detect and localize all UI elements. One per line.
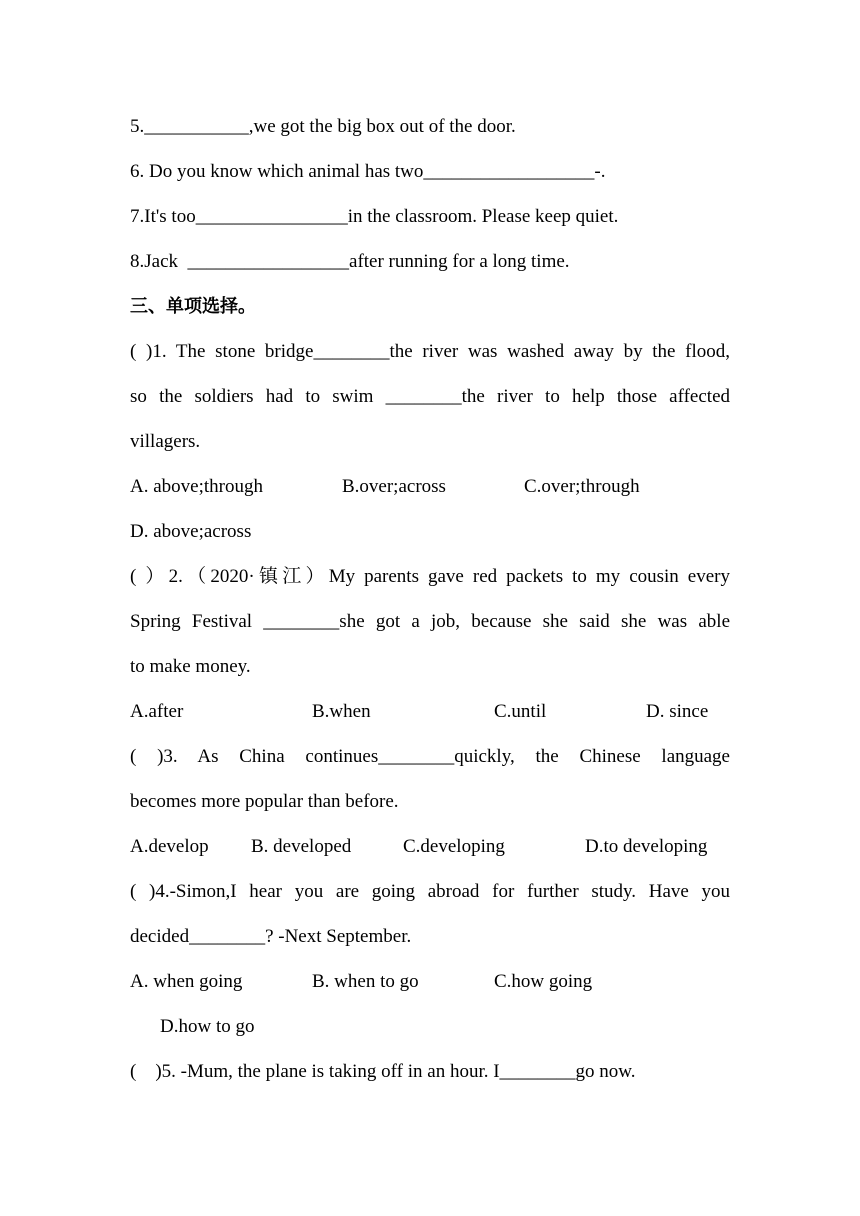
question-1-option-b: B.over;across — [342, 476, 446, 497]
question-1-line-2: so the soldiers had to swim ________the river to help those affected — [130, 386, 730, 407]
question-1-line-3: villagers. — [130, 431, 201, 452]
question-2-option-c: C.until — [494, 701, 547, 722]
question-4-options-row — [130, 969, 730, 995]
fill-in-question-5: 5.___________,we got the big box out of the door. — [130, 116, 516, 137]
question-2-option-a: A.after — [130, 701, 184, 722]
question-4-option-c: C.how going — [494, 971, 593, 992]
question-4-option-a: A. when going — [130, 971, 243, 992]
question-1-line-1: ( )1. The stone bridge________the river was washed away by the flood, — [130, 341, 730, 362]
question-2-options-row — [130, 699, 730, 725]
question-3-option-b: B. developed — [251, 836, 352, 857]
question-1-option-a: A. above;through — [130, 476, 263, 497]
question-1-option-c: C.over;through — [524, 476, 640, 497]
question-4-line-1: ( )4.-Simon,I hear you are going abroad for further study. Have you — [130, 881, 730, 902]
question-2-line-2: Spring Festival ________she got a job, because she said she was able — [130, 611, 730, 632]
question-2-option-b: B.when — [312, 701, 371, 722]
section-heading: 三、单项选择。 — [130, 296, 256, 317]
question-2-line-3: to make money. — [130, 656, 251, 677]
question-4-option-d: D.how to go — [160, 1016, 255, 1037]
question-2-line-1: ( ）2.（2020·镇江）My parents gave red packets to my cousin every — [130, 566, 730, 587]
question-3-line-2: becomes more popular than before. — [130, 791, 399, 812]
question-3-options-row — [130, 834, 730, 860]
fill-in-question-6: 6. Do you know which animal has two__________________-. — [130, 161, 606, 182]
fill-in-question-7: 7.It's too________________in the classroom. Please keep quiet. — [130, 206, 619, 227]
question-4-line-2: decided________? -Next September. — [130, 926, 412, 947]
question-1-options-row — [130, 474, 730, 500]
question-4-option-b: B. when to go — [312, 971, 419, 992]
question-3-line-1: ( )3. As China continues________quickly, the Chinese language — [130, 746, 730, 767]
question-1-option-d: D. above;across — [130, 521, 252, 542]
fill-in-question-8: 8.Jack _________________after running for a long time. — [130, 251, 570, 272]
question-3-option-a: A.develop — [130, 836, 209, 857]
question-2-option-d: D. since — [646, 701, 709, 722]
question-3-option-c: C.developing — [403, 836, 505, 857]
question-5-line-1: ( )5. -Mum, the plane is taking off in an hour. I________go now. — [130, 1061, 636, 1082]
question-3-option-d: D.to developing — [585, 836, 708, 857]
